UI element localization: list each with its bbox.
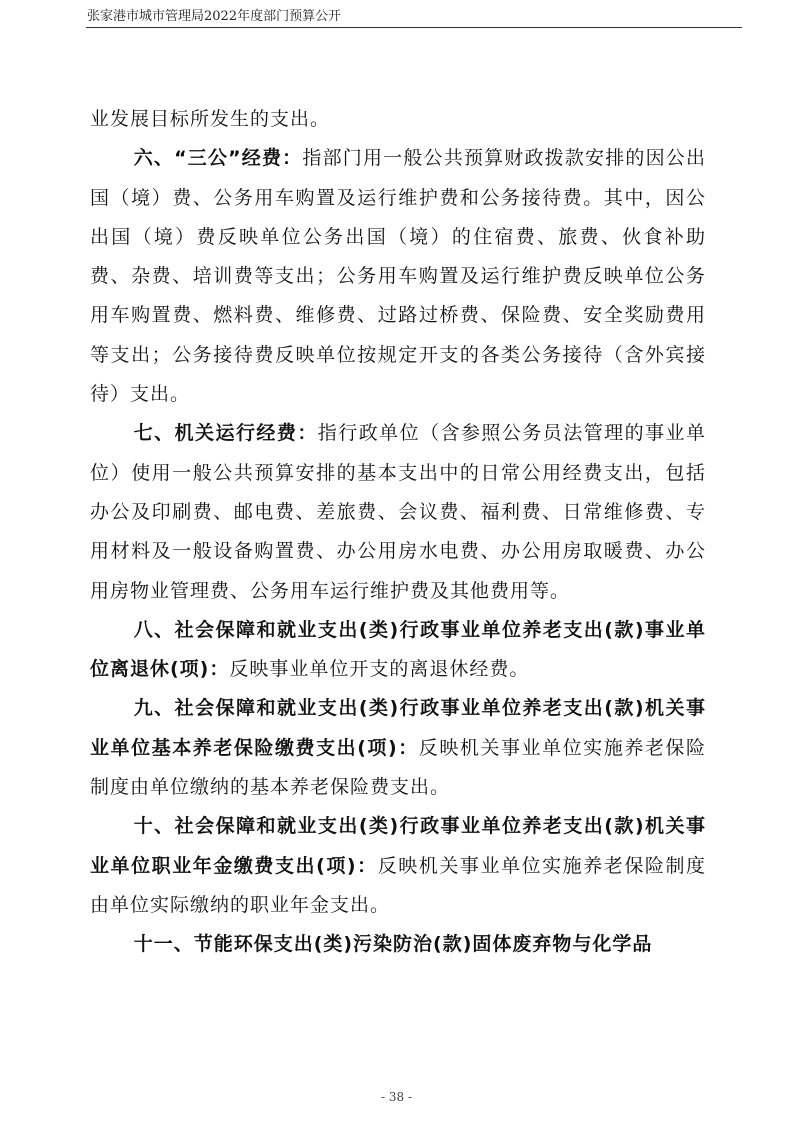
paragraph-text: 业发展目标所发生的支出。 [90,108,331,130]
paragraph-occupational-annuity [90,807,706,925]
paragraph-heading: 十、社会保障和就业支出(类)行政事业单位养老支出(款)机关事业单位职业年金缴费支出(项)： [90,815,706,877]
page-number: - 38 - [380,1090,412,1104]
paragraph-continuation [90,100,706,139]
paragraph-heading: 十一、节能环保支出(类)污染防治(款)固体废弃物与化学品 [133,933,653,956]
paragraph-text: 反映事业单位开支的离退休经费。 [229,658,530,681]
paragraph-text: 反映机关事业单位实施养老保险制度由单位缴纳的基本养老保险费支出。 [90,736,706,799]
paragraph-text: 指行政单位（含参照公务员法管理的事业单位）使用一般公共预算安排的基本支出中的日常公用经费支出，包括办公及印刷费、邮电费、差旅费、会议费、福利费、日常维修费、专用材料及一般设备购置费、办公用房水电费、办公用房取暖费、办公用房物业管理费、公务用车运行维护费及其他费用等。 [90,422,706,602]
paragraph-heading: 七、机关运行经费： [133,422,318,445]
paragraph-energy-environment [90,925,706,964]
paragraph-heading: 八、社会保障和就业支出(类)行政事业单位养老支出(款)事业单位离退休(项)： [90,618,706,681]
paragraph-agency-operating-expenses [90,414,706,610]
paragraph-heading: 六、“三公”经费： [133,147,303,170]
paragraph-retirement [90,611,706,690]
header-divider [86,27,742,28]
paragraph-text: 反映机关事业单位实施养老保险制度由单位实际缴纳的职业年金支出。 [90,854,706,916]
paragraph-text: 指部门用一般公共预算财政拨款安排的因公出国（境）费、公务用车购置及运行维护费和公务接待费。其中，因公出国（境）费反映单位公务出国（境）的住宿费、旅费、伙食补助费、杂费、培训费等支出；公务用车购置及运行维护费反映单位公务用车购置费、燃料费、维修费、过路过桥费、保险费、安全奖励费用等支出；公务接待费反映单位按规定开支的各类公务接待（含外宾接待）支出。 [90,147,706,406]
paragraph-heading: 九、社会保障和就业支出(类)行政事业单位养老支出(款)机关事业单位基本养老保险缴费支出(项)： [90,697,706,759]
paragraph-three-public-expenses [90,139,706,414]
paragraph-basic-pension-insurance [90,689,706,807]
document-body [90,100,706,965]
running-header: 张家港市城市管理局2022年度部门预算公开 [87,9,342,24]
